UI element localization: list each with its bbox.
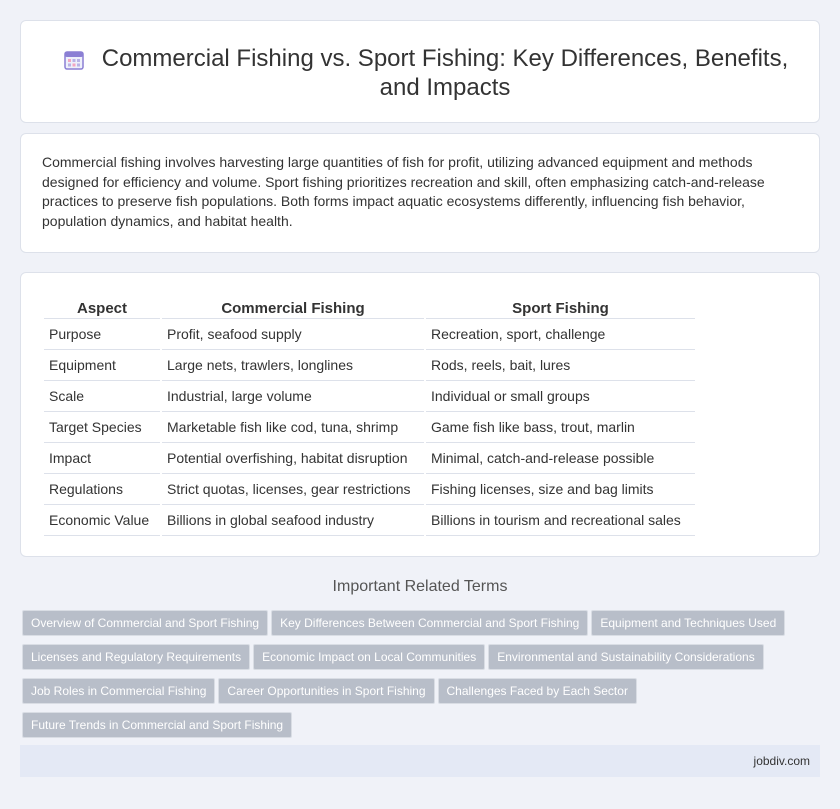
- table-cell: Target Species: [44, 412, 160, 443]
- related-tag[interactable]: Equipment and Techniques Used: [591, 610, 785, 636]
- table-cell: Equipment: [44, 350, 160, 381]
- footer-site-link[interactable]: jobdiv.com: [753, 754, 810, 768]
- column-header: Commercial Fishing: [162, 296, 424, 319]
- header-card: [20, 20, 820, 123]
- table-cell: Minimal, catch-and-release possible: [426, 443, 695, 474]
- related-terms-title: Important Related Terms: [332, 578, 508, 595]
- table-cell: Large nets, trawlers, longlines: [162, 350, 424, 381]
- comparison-table: [42, 296, 697, 536]
- footer: [20, 745, 820, 777]
- related-tag[interactable]: Job Roles in Commercial Fishing: [22, 678, 215, 704]
- calendar-icon: [63, 49, 85, 71]
- table-cell: Billions in tourism and recreational sales: [426, 505, 695, 536]
- table-row: [44, 474, 695, 505]
- related-tag[interactable]: Career Opportunities in Sport Fishing: [218, 678, 434, 704]
- table-row: [44, 412, 695, 443]
- related-tag[interactable]: Overview of Commercial and Sport Fishing: [22, 610, 268, 636]
- table-cell: Regulations: [44, 474, 160, 505]
- table-cell: Marketable fish like cod, tuna, shrimp: [162, 412, 424, 443]
- table-cell: Impact: [44, 443, 160, 474]
- related-tag[interactable]: Environmental and Sustainability Considerations: [488, 644, 763, 670]
- table-cell: Billions in global seafood industry: [162, 505, 424, 536]
- table-cell: Scale: [44, 381, 160, 412]
- table-row: [44, 350, 695, 381]
- table-cell: Profit, seafood supply: [162, 319, 424, 350]
- column-header: Sport Fishing: [426, 296, 695, 319]
- related-tags: [22, 610, 812, 746]
- table-cell: Economic Value: [44, 505, 160, 536]
- table-row: [44, 319, 695, 350]
- table-cell: Game fish like bass, trout, marlin: [426, 412, 695, 443]
- related-tag[interactable]: Key Differences Between Commercial and Sport Fishing: [271, 610, 588, 636]
- related-tag[interactable]: Future Trends in Commercial and Sport Fishing: [22, 712, 292, 738]
- related-tag[interactable]: Licenses and Regulatory Requirements: [22, 644, 250, 670]
- table-row: [44, 443, 695, 474]
- related-tag[interactable]: Challenges Faced by Each Sector: [438, 678, 637, 704]
- table-cell: Recreation, sport, challenge: [426, 319, 695, 350]
- table-cell: Individual or small groups: [426, 381, 695, 412]
- table-header-row: [44, 296, 695, 319]
- intro-text: Commercial fishing involves harvesting large quantities of fish for profit, utilizing advanced equipment and methods designed for efficiency and volume. Sport fishing prioritizes recreation and skill, often emphasizing catch-and-release practices to preserve fish populations. Both forms impact aquatic ecosystems differently, influencing fish behavior, population dynamics, and habitat health.: [42, 154, 765, 229]
- page-title: Commercial Fishing vs. Sport Fishing: Key Differences, Benefits, and Impacts: [101, 45, 789, 101]
- table-cell: Fishing licenses, size and bag limits: [426, 474, 695, 505]
- table-cell: Rods, reels, bait, lures: [426, 350, 695, 381]
- table-row: [44, 381, 695, 412]
- table-cell: Industrial, large volume: [162, 381, 424, 412]
- table-cell: Purpose: [44, 319, 160, 350]
- related-tag[interactable]: Economic Impact on Local Communities: [253, 644, 485, 670]
- table-cell: Potential overfishing, habitat disruption: [162, 443, 424, 474]
- column-header: Aspect: [44, 296, 160, 319]
- intro-card: [20, 133, 820, 253]
- table-row: [44, 505, 695, 536]
- comparison-card: [20, 272, 820, 557]
- table-cell: Strict quotas, licenses, gear restrictions: [162, 474, 424, 505]
